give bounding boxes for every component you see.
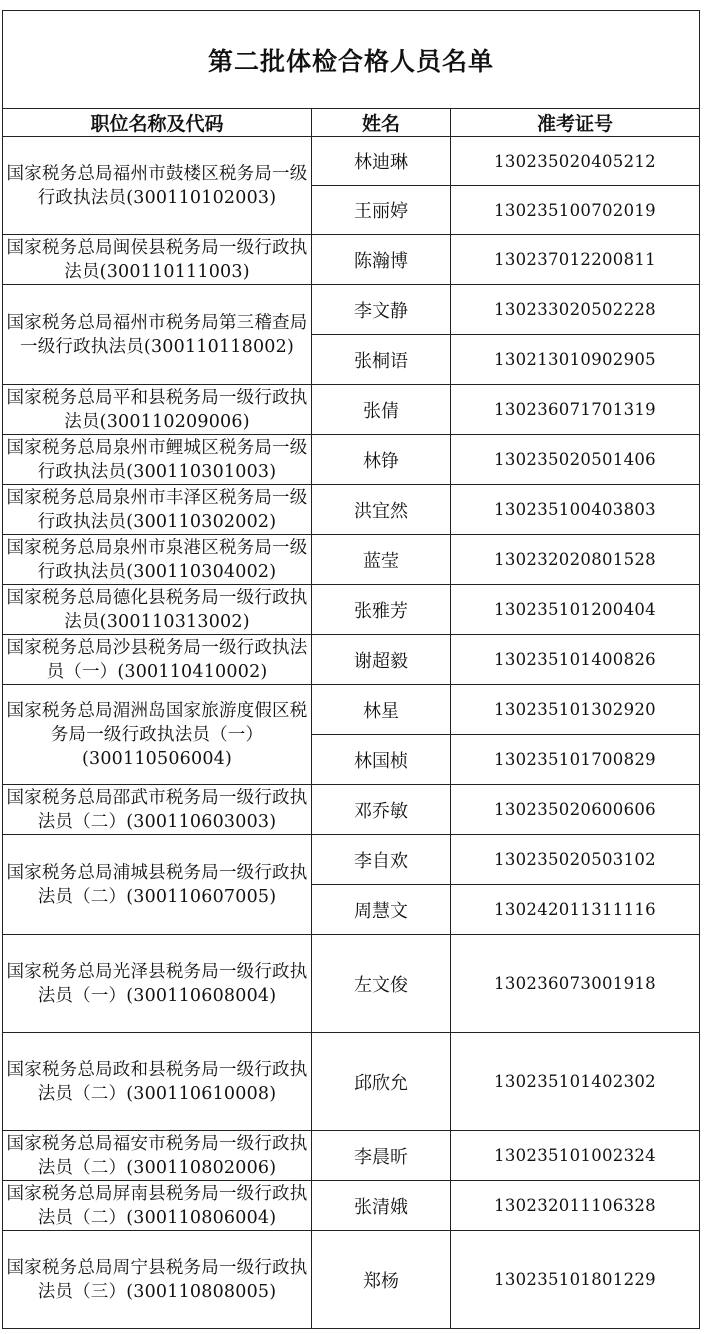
name-cell: 李文静 — [312, 285, 451, 335]
position-cell: 国家税务总局泉州市丰泽区税务局一级行政执法员(300110302002) — [3, 485, 312, 535]
position-cell: 国家税务总局光泽县税务局一级行政执法员（一）(300110608004) — [3, 935, 312, 1033]
ticket-cell: 130236071701319 — [451, 385, 700, 435]
name-cell: 李自欢 — [312, 835, 451, 885]
ticket-cell: 130232020801528 — [451, 535, 700, 585]
ticket-cell: 130235101002324 — [451, 1131, 700, 1181]
header-position: 职位名称及代码 — [3, 109, 312, 137]
name-cell: 周慧文 — [312, 885, 451, 935]
ticket-cell: 130235101801229 — [451, 1231, 700, 1329]
ticket-cell: 130236073001918 — [451, 935, 700, 1033]
ticket-cell: 130235100702019 — [451, 186, 700, 235]
position-cell: 国家税务总局平和县税务局一级行政执法员(300110209006) — [3, 385, 312, 435]
table-row — [3, 835, 700, 885]
name-cell: 张清娥 — [312, 1181, 451, 1231]
table-row — [3, 435, 700, 485]
ticket-cell: 130235020600606 — [451, 785, 700, 835]
ticket-cell: 130232011106328 — [451, 1181, 700, 1231]
position-cell: 国家税务总局邵武市税务局一级行政执法员（二）(300110603003) — [3, 785, 312, 835]
ticket-cell: 130235101400826 — [451, 635, 700, 685]
table-row — [3, 535, 700, 585]
position-cell: 国家税务总局德化县税务局一级行政执法员(300110313002) — [3, 585, 312, 635]
name-cell: 林国桢 — [312, 735, 451, 785]
table-row — [3, 485, 700, 535]
position-cell: 国家税务总局福州市税务局第三稽查局一级行政执法员(300110118002) — [3, 285, 312, 385]
table-row — [3, 585, 700, 635]
header-ticket: 准考证号 — [451, 109, 700, 137]
name-cell: 林铮 — [312, 435, 451, 485]
table-row — [3, 685, 700, 735]
table-row — [3, 1033, 700, 1131]
name-cell: 张桐语 — [312, 335, 451, 385]
ticket-cell: 130235020501406 — [451, 435, 700, 485]
page-title: 第二批体检合格人员名单 — [3, 11, 700, 109]
position-cell: 国家税务总局周宁县税务局一级行政执法员（三）(300110808005) — [3, 1231, 312, 1329]
name-cell: 蓝莹 — [312, 535, 451, 585]
table-row — [3, 1231, 700, 1329]
position-cell: 国家税务总局湄洲岛国家旅游度假区税务局一级行政执法员（一）(300110506004) — [3, 685, 312, 785]
name-cell: 林星 — [312, 685, 451, 735]
ticket-cell: 130233020502228 — [451, 285, 700, 335]
table-row — [3, 1131, 700, 1181]
ticket-cell: 130235101200404 — [451, 585, 700, 635]
ticket-cell: 130235101700829 — [451, 735, 700, 785]
name-cell: 谢超毅 — [312, 635, 451, 685]
ticket-cell: 130213010902905 — [451, 335, 700, 385]
name-cell: 邱欣允 — [312, 1033, 451, 1131]
table-row — [3, 785, 700, 835]
ticket-cell: 130235101402302 — [451, 1033, 700, 1131]
ticket-cell: 130235020405212 — [451, 137, 700, 186]
name-cell: 张倩 — [312, 385, 451, 435]
name-cell: 李晨昕 — [312, 1131, 451, 1181]
header-name: 姓名 — [312, 109, 451, 137]
ticket-cell: 130235101302920 — [451, 685, 700, 735]
position-cell: 国家税务总局泉州市鲤城区税务局一级行政执法员(300110301003) — [3, 435, 312, 485]
ticket-cell: 130235020503102 — [451, 835, 700, 885]
table-row — [3, 137, 700, 186]
position-cell: 国家税务总局浦城县税务局一级行政执法员（二）(300110607005) — [3, 835, 312, 935]
ticket-cell: 130237012200811 — [451, 235, 700, 285]
position-cell: 国家税务总局泉州市泉港区税务局一级行政执法员(300110304002) — [3, 535, 312, 585]
position-cell: 国家税务总局闽侯县税务局一级行政执法员(300110111003) — [3, 235, 312, 285]
position-cell: 国家税务总局政和县税务局一级行政执法员（二）(300110610008) — [3, 1033, 312, 1131]
name-cell: 张雅芳 — [312, 585, 451, 635]
position-cell: 国家税务总局福安市税务局一级行政执法员（二）(300110802006) — [3, 1131, 312, 1181]
table-row — [3, 635, 700, 685]
position-cell: 国家税务总局屏南县税务局一级行政执法员（二）(300110806004) — [3, 1181, 312, 1231]
roster-table — [2, 10, 700, 1329]
table-row — [3, 1181, 700, 1231]
name-cell: 左文俊 — [312, 935, 451, 1033]
name-cell: 林迪琳 — [312, 137, 451, 186]
name-cell: 王丽婷 — [312, 186, 451, 235]
ticket-cell: 130235100403803 — [451, 485, 700, 535]
name-cell: 洪宜然 — [312, 485, 451, 535]
ticket-cell: 130242011311116 — [451, 885, 700, 935]
header-row — [3, 109, 700, 137]
position-cell: 国家税务总局沙县税务局一级行政执法员（一）(300110410002) — [3, 635, 312, 685]
table-row — [3, 235, 700, 285]
table-row — [3, 385, 700, 435]
position-cell: 国家税务总局福州市鼓楼区税务局一级行政执法员(300110102003) — [3, 137, 312, 235]
name-cell: 陈瀚博 — [312, 235, 451, 285]
name-cell: 郑杨 — [312, 1231, 451, 1329]
table-row — [3, 285, 700, 335]
table-row — [3, 935, 700, 1033]
name-cell: 邓乔敏 — [312, 785, 451, 835]
